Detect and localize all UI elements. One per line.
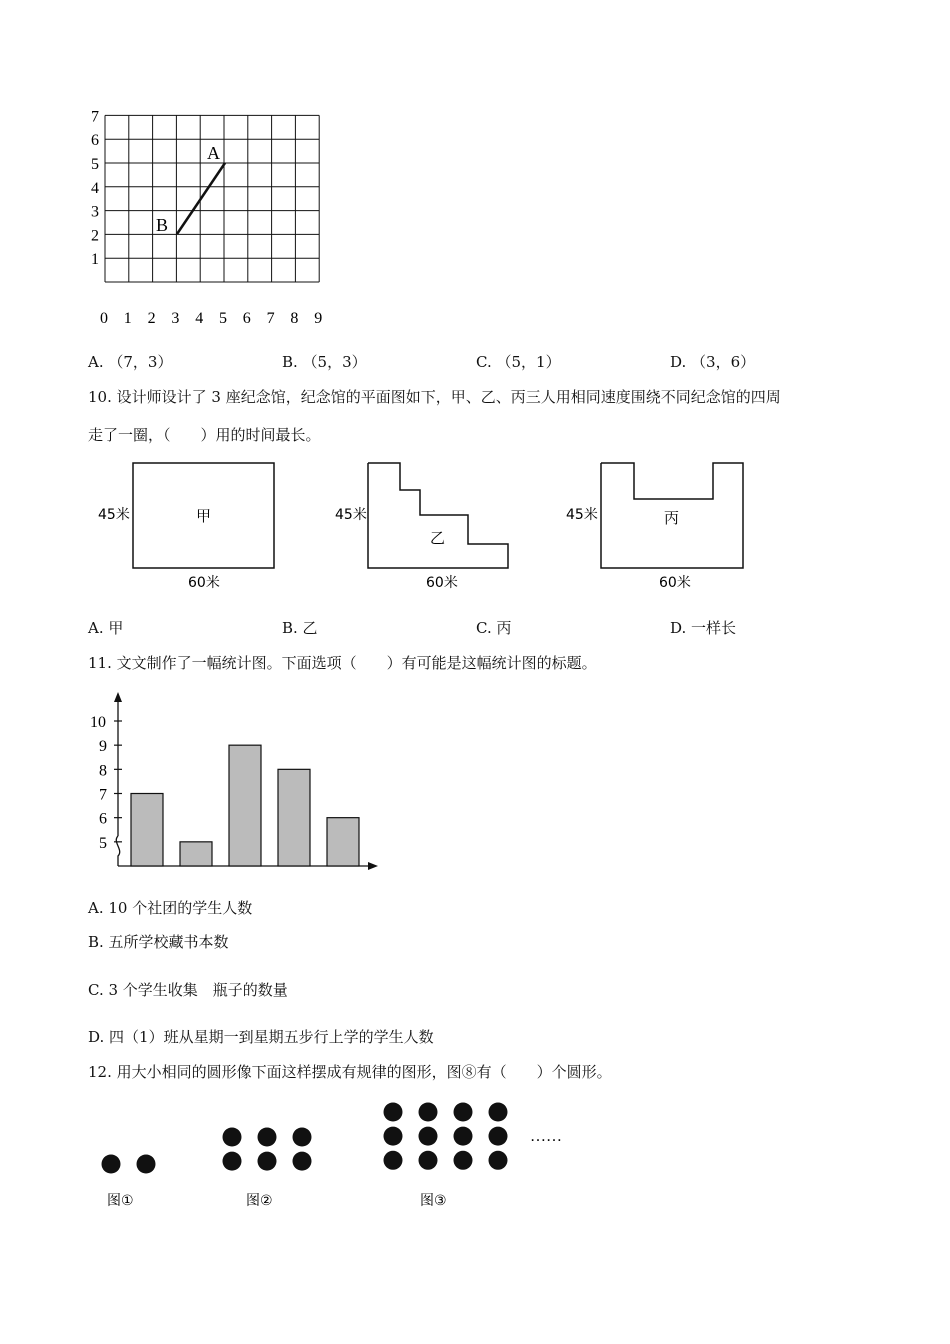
plan-yi-name: 乙 [430,529,446,547]
q11-option-a[interactable]: A. 10 个社团的学生人数 [88,899,253,917]
figure-2-dot [223,1128,242,1147]
q10-option-b[interactable]: B. 乙 [282,619,318,637]
plan-bing-width-label: 60米 [659,575,691,591]
plan-yi-outline [368,463,508,568]
q11-option-d[interactable]: D. 四（1）班从星期一到星期五步行上学的学生人数 [88,1028,434,1046]
point-b-label: B [156,215,169,235]
grid-x-tick: 9 [314,310,323,327]
figure-3-label: 图③ [420,1193,447,1209]
grid-y-tick: 1 [91,251,99,269]
q11-option-c[interactable]: C. 3 个学生收集 瓶子的数量 [88,981,288,999]
grid-y-tick: 5 [91,156,99,173]
grid-y-tick: 7 [91,108,99,126]
coordinate-grid [80,108,350,333]
figure-3-dot [384,1103,403,1122]
x-axis-arrow [368,862,378,870]
plan-yi-height-label: 45米 [335,507,367,523]
bar-3 [229,745,261,866]
figure-2-dot [258,1152,277,1171]
figure-3-dot [384,1127,403,1146]
memorial-floor-plans [80,455,780,595]
q10-option-d[interactable]: D. 一样长 [670,619,737,637]
figure-3-dot [419,1127,438,1146]
figure-3-dot [489,1127,508,1146]
bar-y-tick-label: 6 [99,810,107,828]
y-axis-break [116,836,119,866]
figure-3-dot [454,1151,473,1170]
grid-x-tick: 4 [195,310,204,327]
q10-question-line2: 走了一圈，（ ）用的时间最长。 [88,426,321,444]
bar-chart [80,690,390,875]
bar-2 [180,842,212,866]
bar-5 [327,818,359,866]
q12-question: 12. 用大小相同的圆形像下面这样摆成有规律的图形，图⑧有（ ）个圆形。 [88,1063,612,1081]
grid-x-tick: 3 [171,310,180,327]
figure-2-dot [258,1128,277,1147]
plan-bing-height-label: 45米 [566,507,598,523]
figure-3-dot [454,1127,473,1146]
figure-3-dot [454,1103,473,1122]
figure-1-dot [102,1155,121,1174]
bar-y-tick-label: 7 [99,786,107,804]
bar-y-tick-label: 5 [99,834,107,852]
plan-jia-width-label: 60米 [188,575,220,591]
q9-option-a[interactable]: A. （7，3） [88,353,173,371]
pattern-ellipsis: …… [530,1128,562,1145]
grid-y-tick: 2 [91,227,99,245]
figure-2-dot [223,1152,242,1171]
figure-3-dot [489,1103,508,1122]
figure-3-dot [489,1151,508,1170]
plan-jia-height-label: 45米 [98,507,130,523]
grid-y-tick: 3 [91,203,99,221]
bar-1 [131,794,163,867]
grid-x-tick: 0 [100,310,108,327]
grid-x-tick: 6 [242,310,251,327]
segment-ab [177,163,225,234]
grid-y-tick: 6 [91,132,99,150]
grid-x-tick: 7 [266,310,275,327]
q10-question-line1: 10. 设计师设计了 3 座纪念馆，纪念馆的平面图如下，甲、乙、丙三人用相同速度围绕不同纪念馆的四周 [88,388,781,406]
plan-yi-width-label: 60米 [426,575,458,591]
bar-y-tick-label: 10 [90,714,106,731]
figure-3-dot [384,1151,403,1170]
bar-y-tick-label: 9 [99,738,107,756]
q10-option-c[interactable]: C. 丙 [476,619,512,637]
grid-x-tick: 8 [290,310,299,327]
point-a-label: A [207,143,220,163]
figure-3-dot [419,1151,438,1170]
plan-bing-name: 丙 [664,509,680,527]
bar-y-tick-label: 8 [99,762,107,780]
q9-option-d[interactable]: D. （3，6） [670,353,756,371]
q11-option-b[interactable]: B. 五所学校藏书本数 [88,933,229,951]
figure-1-label: 图① [107,1193,134,1209]
y-axis-arrow [114,692,122,702]
figure-3-dot [419,1103,438,1122]
grid-y-tick: 4 [91,179,99,197]
q9-option-c[interactable]: C. （5，1） [476,353,561,371]
figure-2-dot [293,1128,312,1147]
grid-x-tick: 1 [123,310,132,327]
plan-jia-name: 甲 [196,507,212,525]
q11-question: 11. 文文制作了一幅统计图。下面选项（ ）有可能是这幅统计图的标题。 [88,654,597,672]
q10-option-a[interactable]: A. 甲 [88,619,124,637]
figure-2-label: 图② [246,1193,273,1209]
dot-pattern-figures [80,1095,600,1220]
grid-x-tick: 2 [147,310,156,327]
bar-4 [278,769,310,866]
figure-2-dot [293,1152,312,1171]
figure-1-dot [137,1155,156,1174]
q9-option-b[interactable]: B. （5，3） [282,353,367,371]
grid-x-tick: 5 [219,310,227,327]
